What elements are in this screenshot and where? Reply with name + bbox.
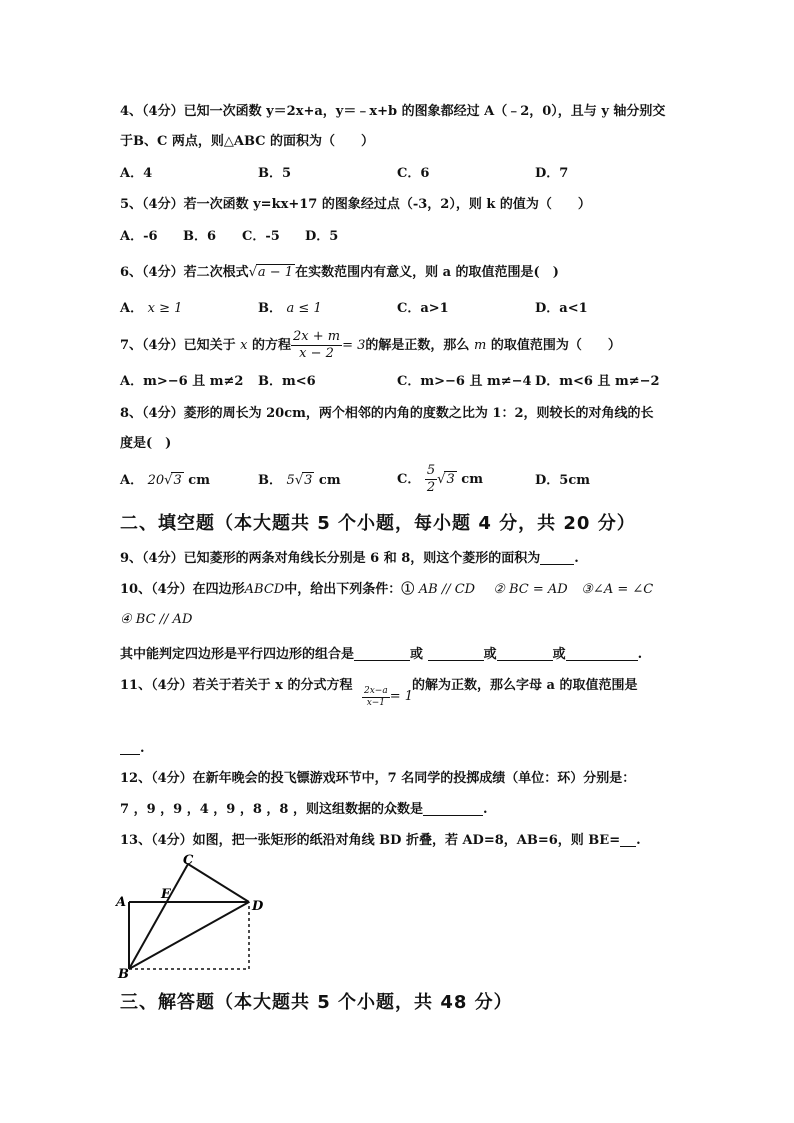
q9-line: 9、（4分）已知菱形的两条对角线长分别是 6 和 8，则这个菱形的面积为 . — [120, 551, 579, 566]
q6-option-c: C．a>1 — [397, 301, 449, 316]
q4-option-b: B．5 — [258, 166, 292, 181]
section-3-title: 三、解答题（本大题共 5 个小题，共 48 分） — [120, 992, 513, 1013]
label-a: A — [116, 895, 127, 910]
q12-line2: 7 ，9 ，9 ，4 ，9 ，8 ，8 ，则这组数据的众数是 . — [120, 802, 488, 817]
q5-option-c: C．-5 — [242, 229, 280, 244]
q8-option-b: B． 5√3 cm — [258, 473, 341, 488]
q6-suffix: 在实数范围内有意义，则 a 的取值范围是( ) — [295, 265, 559, 280]
section-2-title: 二、填空题（本大题共 5 个小题，每小题 4 分，共 20 分） — [120, 513, 636, 534]
q8-line2: 度是( ) — [120, 436, 172, 451]
label-e: E — [161, 887, 171, 902]
q11-line1: 11、（4分）若关于若关于 x 的分式方程 — [120, 678, 353, 693]
q6-option-a: A． x ≥ 1 — [120, 301, 183, 316]
q8-option-d: D．5cm — [535, 473, 590, 488]
q5-line1: 5、（4分）若一次函数 y=kx+17 的图象经过点（-3，2），则 k 的值为（ ） — [120, 197, 591, 212]
q11-suffix: 的解为正数，那么字母 a 的取值范围是 — [412, 678, 638, 693]
q6-option-b: B． a ≤ 1 — [258, 301, 322, 316]
q5-option-a: A．-6 — [120, 229, 158, 244]
q10-line3: 其中能判定四边形是平行四边形的组合是 或 或 或 . — [120, 647, 643, 662]
label-d: D — [252, 899, 264, 914]
q4-line1: 4、（4分）已知一次函数 y＝2x+a，y＝﹣x+b 的图象都经过 A（﹣2，0），且与 y 轴分别交 — [120, 104, 666, 119]
q6-radicand: a − 1 — [257, 265, 294, 280]
q8-option-c: C． $\frac{5}{2}$ √3 cm — [397, 463, 483, 495]
q4-option-a: A．4 — [120, 166, 153, 181]
q11-line2: . — [120, 739, 145, 759]
fold-figure — [112, 852, 272, 982]
q10-line2: ④ BC // AD — [120, 612, 193, 627]
q10-line1: 10、（4分）在四边形ABCD中，给出下列条件：① AB // CD ② BC = AD ③∠A = ∠C — [120, 582, 654, 597]
q6-option-d: D．a<1 — [535, 301, 588, 316]
q5-option-d: D．5 — [305, 229, 339, 244]
sqrt-sign: √ — [248, 265, 257, 280]
q7-fraction: $\frac{2x + m}{x - 2}$ — [293, 329, 341, 361]
q13-line1: 13、（4分）如图，把一张矩形的纸沿对角线 BD 折叠，若 AD=8，AB=6，则 BE= . — [120, 833, 641, 848]
q7-option-d: D．m<6 且 m≠−2 — [535, 374, 660, 389]
q9-blank — [540, 550, 574, 565]
q7-line1: 7、（4分）已知关于 x 的方程 $\frac{2x + m}{x - 2}$ = 3的解是正数，那么 m 的取值范围为（ ） — [120, 329, 621, 361]
q11-fraction: $\frac{2x-a}{x-1}$ = 1 — [364, 686, 414, 708]
q12-line1: 12、（4分）在新年晚会的投飞镖游戏环节中，7 名同学的投掷成绩（单位：环）分别是： — [120, 771, 636, 786]
q4-line2: 于B、C 两点，则△ABC 的面积为（ ） — [120, 134, 375, 149]
q7-option-b: B．m<6 — [258, 374, 316, 389]
q8-line1: 8、（4分）菱形的周长为 20cm，两个相邻的内角的度数之比为 1：2，则较长的对角线的长 — [120, 406, 654, 421]
q8-option-a: A． 20√3 cm — [120, 473, 210, 488]
q7-option-c: C．m>−6 且 m≠−4 — [397, 374, 532, 389]
label-b: B — [118, 967, 129, 982]
q5-option-b: B．6 — [183, 229, 217, 244]
q7-option-a: A．m>−6 且 m≠2 — [120, 374, 244, 389]
q6-prefix: 6、（4分）若二次根式 — [120, 265, 249, 280]
q6-line1 — [120, 263, 559, 283]
label-c: C — [183, 853, 194, 868]
q4-option-c: C．6 — [397, 166, 430, 181]
q4-option-d: D．7 — [535, 166, 569, 181]
